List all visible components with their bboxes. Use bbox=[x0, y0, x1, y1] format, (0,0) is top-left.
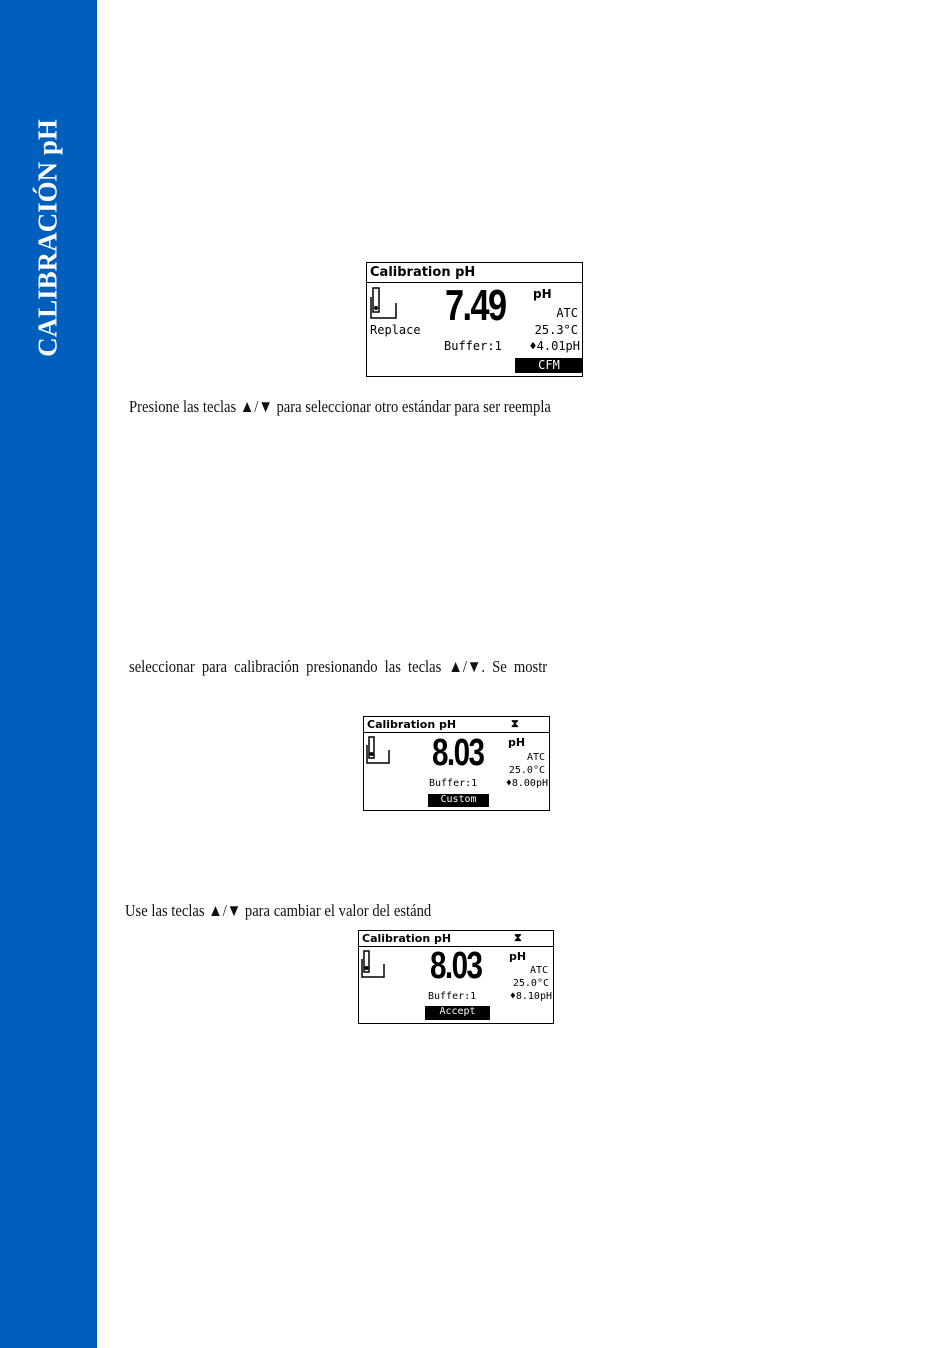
ph-unit: pH bbox=[508, 736, 526, 749]
cfm-softkey[interactable]: CFM bbox=[515, 358, 583, 373]
ph-reading: 8.03 bbox=[432, 732, 484, 774]
lcd-title: Calibration pH bbox=[370, 265, 476, 280]
status-label: Replace bbox=[370, 323, 421, 337]
buffer-label: Buffer:1 bbox=[444, 339, 502, 353]
temperature: 25.0°C bbox=[508, 765, 545, 776]
temperature: 25.3°C bbox=[534, 323, 578, 337]
electrode-beaker-icon bbox=[366, 736, 390, 766]
instruction-paragraph: Presione las teclas ▲/▼ para seleccionar otro estándar para ser reempla bbox=[129, 397, 551, 416]
custom-softkey[interactable]: Custom bbox=[428, 794, 489, 807]
electrode-beaker-icon bbox=[370, 287, 398, 321]
ph-reading: 8.03 bbox=[430, 945, 482, 987]
ph-unit: pH bbox=[509, 950, 527, 963]
instruction-paragraph: seleccionar para calibración presionando las teclas ▲/▼. Se mostr bbox=[129, 657, 548, 676]
sidebar bbox=[0, 0, 97, 1348]
hourglass-icon: ⧗ bbox=[511, 717, 519, 730]
atc-label: ATC bbox=[556, 306, 578, 320]
lcd-header bbox=[364, 717, 549, 733]
buffer-value: ♦8.00pH bbox=[505, 778, 548, 789]
buffer-label: Buffer:1 bbox=[428, 991, 477, 1002]
instruction-paragraph: Use las teclas ▲/▼ para cambiar el valor del estánd bbox=[125, 901, 432, 920]
atc-label: ATC bbox=[529, 965, 548, 976]
accept-softkey[interactable]: Accept bbox=[425, 1006, 490, 1020]
hourglass-icon: ⧗ bbox=[514, 931, 522, 944]
lcd-screen-replace bbox=[366, 262, 583, 377]
lcd-screen-accept bbox=[358, 930, 554, 1024]
lcd-header bbox=[367, 263, 582, 283]
section-title: CALIBRACIÓN pH bbox=[32, 119, 63, 357]
buffer-value: ♦4.01pH bbox=[529, 339, 580, 353]
ph-reading: 7.49 bbox=[445, 281, 506, 330]
lcd-screen-custom bbox=[363, 716, 550, 811]
lcd-title: Calibration pH bbox=[367, 718, 457, 731]
ph-unit: pH bbox=[533, 287, 552, 301]
temperature: 25.0°C bbox=[512, 978, 549, 989]
atc-label: ATC bbox=[526, 752, 545, 763]
buffer-value: ♦8.10pH bbox=[509, 991, 552, 1002]
lcd-title: Calibration pH bbox=[362, 932, 452, 945]
buffer-label: Buffer:1 bbox=[429, 778, 478, 789]
electrode-beaker-icon bbox=[361, 950, 385, 980]
